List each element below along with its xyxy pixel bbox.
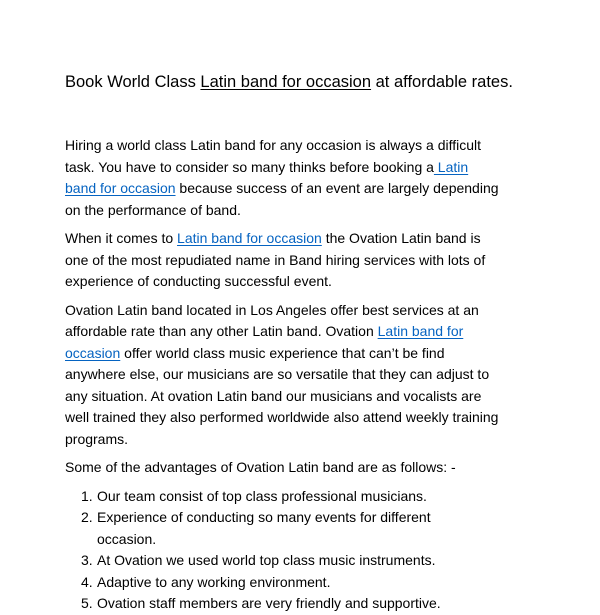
- list-item: [65, 593, 535, 615]
- list-item-text: At Ovation we used world top class music instruments.: [97, 552, 436, 568]
- list-item-text: Adaptive to any working environment.: [97, 573, 331, 590]
- document-title: [65, 71, 535, 93]
- text-run: Hiring a world class Latin band for any occasion is always a difficult task. You have to consider so many thinks before booking a: [65, 137, 482, 175]
- list-item-text: Our team consist of top class professional musicians.: [97, 487, 427, 504]
- paragraph-when-it-comes: [65, 228, 502, 293]
- text-run: Book World Class: [65, 73, 201, 91]
- list-item-text: Ovation staff members are very friendly and supportive.: [97, 595, 441, 611]
- list-item-text: Experience of conducting so many events for different occasion.: [97, 509, 431, 547]
- paragraph-advantages-intro: [65, 457, 502, 479]
- list-item: [65, 572, 535, 594]
- text-run: the Ovation Latin band is one of the most repudiated name in Band hiring services with lots of experience of conducting successful event.: [65, 230, 486, 289]
- list-item-number: 2.: [81, 509, 93, 525]
- latin-band-for-occasion-link[interactable]: Latin band for occasion: [65, 323, 464, 361]
- list-item-number: 5.: [81, 595, 93, 611]
- list-item: [65, 486, 535, 508]
- text-run: Some of the advantages of Ovation Latin band are as follows: -: [65, 459, 456, 475]
- list-item: [65, 550, 535, 572]
- list-item: [65, 507, 535, 550]
- paragraph-located-los-angeles: [65, 300, 502, 451]
- latin-band-for-occasion-link[interactable]: Latin band for occasion: [65, 158, 469, 196]
- underlined-phrase: Latin band for occasion: [200, 73, 372, 91]
- text-run: at affordable rates.: [371, 73, 513, 91]
- latin-band-for-occasion-link[interactable]: Latin band for occasion: [177, 230, 322, 246]
- list-item-number: 3.: [81, 552, 93, 568]
- paragraph-hiring: [65, 135, 502, 221]
- list-item-number: 4.: [81, 573, 93, 590]
- list-item-number: 1.: [81, 487, 93, 504]
- advantages-list: [65, 486, 535, 615]
- text-run: Ovation Latin band located in Los Angeles offer best services at an affordable rate than any other Latin band. Ovation: [65, 301, 479, 339]
- text-run: offer world class music experience that can’t be find anywhere else, our musicians are so versatile that they can adjust to any situation. At ovation Latin band our musicians and vocalists are well trained they also performed worldwide also attend weekly training programs.: [65, 344, 499, 447]
- text-run: because success of an event are largely depending on the performance of band.: [65, 180, 499, 218]
- text-run: When it comes to: [65, 230, 178, 246]
